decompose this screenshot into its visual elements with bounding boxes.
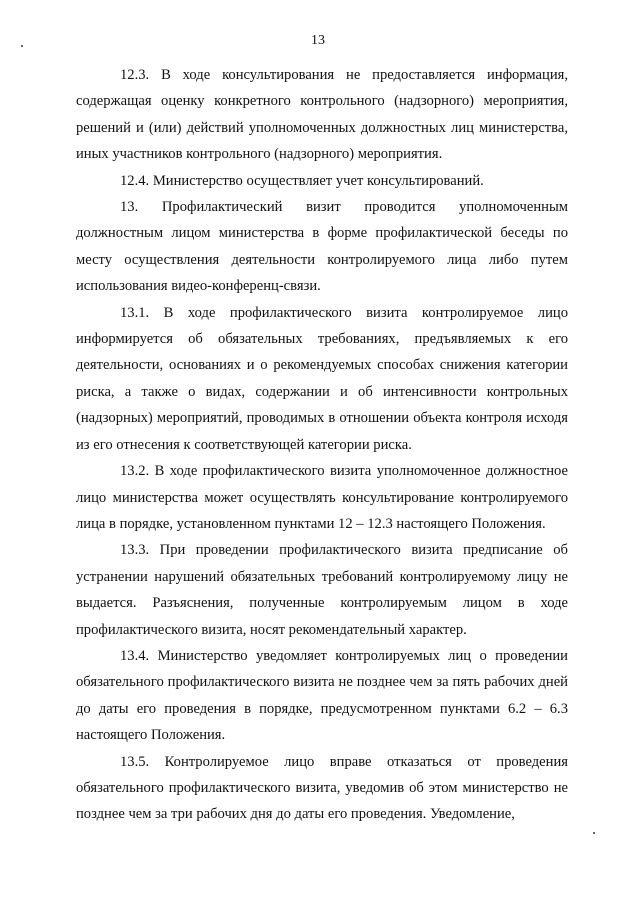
paragraph-13-2: 13.2. В ходе профилактического визита уполномоченное должностное лицо министерства может осуществлять консультирование контролируемого лица в порядке, установленном пунктами 12 – 12.3 настоящего Положения. (76, 463, 568, 532)
scan-speck (21, 45, 23, 47)
paragraph-13-3: 13.3. При проведении профилактического визита предписание об устранении нарушений обязательных требований контролируемому лицу не выдается. Разъяснения, полученные контролируемым лицом в ходе профилактического визита, носят рекомендательный характер. (76, 542, 568, 638)
page-number: 13 (311, 33, 325, 48)
paragraph-13-4: 13.4. Министерство уведомляет контролируемых лиц о проведении обязательного профилактического визита не позднее чем за пять рабочих дней до даты его проведения в порядке, предусмотренном пунктами 6.2 – 6.3 настоящего Положения. (76, 647, 568, 744)
paragraph-12-3: 12.3. В ходе консультирования не предоставляется информация, содержащая оценку конкретного контрольного (надзорного) мероприятия, решений и (или) действий уполномоченных должностных лиц министерства, иных участников контрольного (надзорного) мероприятия. (76, 67, 568, 163)
scan-speck (593, 832, 595, 834)
paragraph-12-4: 12.4. Министерство осуществляет учет консультирований. (120, 172, 484, 189)
paragraph-13-5: 13.5. Контролируемое лицо вправе отказаться от проведения обязательного профилактического визита, уведомив об этом министерство не позднее чем за три рабочих дня до даты его проведения. Уведомление, (76, 753, 568, 823)
paragraph-13-1: 13.1. В ходе профилактического визита контролируемое лицо информируется об обязательных требованиях, предъявляемых к его деятельности, основаниях и о рекомендуемых способах снижения категории риска, а также о видах, содержании и об интенсивности контрольных (надзорных) мероприятий, проводимых в отношении объекта контроля исходя из его отнесения к соответствующей категории риска. (76, 304, 568, 453)
document-body (76, 62, 568, 828)
paragraph-13: 13. Профилактический визит проводится уполномоченным должностным лицом министерства в форме профилактической беседы по месту осуществления деятельности контролируемого лица либо путем использования видео-конференц-связи. (76, 199, 568, 295)
